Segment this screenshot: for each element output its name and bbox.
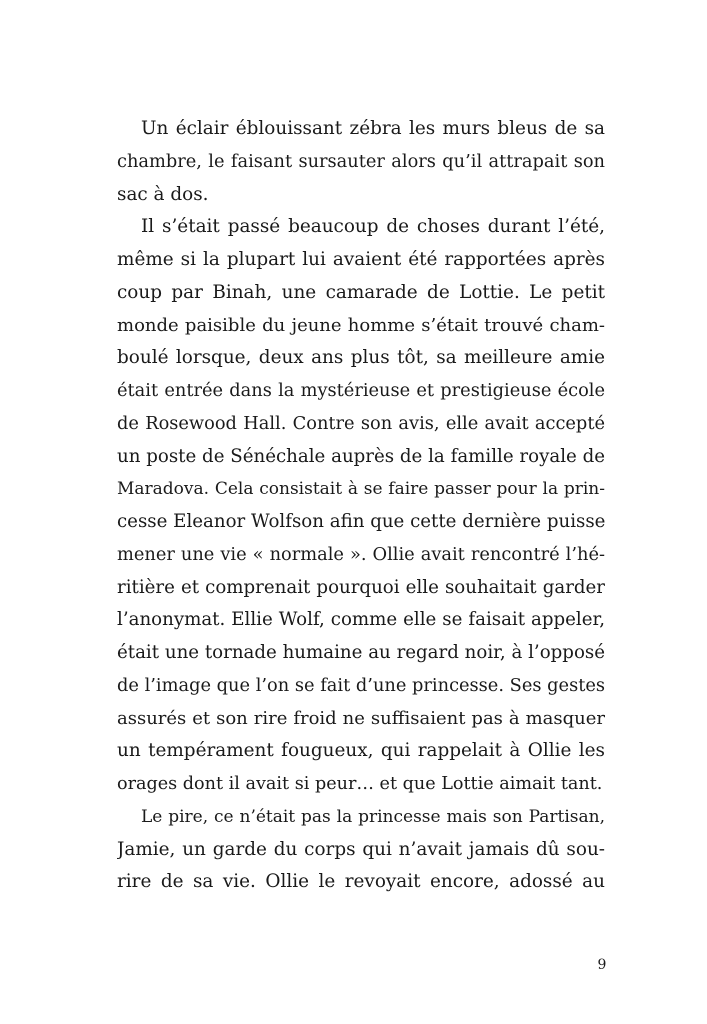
text-line: de l’image que l’on se fait d’une princesse. Ses gestes xyxy=(117,674,605,696)
text-line: sac à dos. xyxy=(117,183,209,205)
page-number: 9 xyxy=(597,957,607,973)
text-line: de Rosewood Hall. Contre son avis, elle avait accepté xyxy=(117,412,605,434)
text-line: même si la plupart lui avaient été rapportées après xyxy=(117,249,605,270)
text-line: Il s’était passé beaucoup de choses durant l’été, xyxy=(141,216,605,238)
text-line: l’anonymat. Ellie Wolf, comme elle se faisait appeler, xyxy=(117,609,605,631)
text-line: un poste de Sénéchale auprès de la famille royale de xyxy=(117,445,605,467)
body-text xyxy=(117,113,605,899)
text-line: Le pire, ce n’était pas la princesse mais son Partisan, xyxy=(141,806,605,827)
text-line: chambre, le faisant sursauter alors qu’il attrapait son xyxy=(117,150,605,172)
paragraph-3 xyxy=(117,801,605,899)
text-line: était entrée dans la mystérieuse et prestigieuse école xyxy=(117,380,605,401)
text-line: cesse Eleanor Wolfson afin que cette dernière puisse xyxy=(117,511,605,532)
text-line: boulé lorsque, deux ans plus tôt, sa meilleure amie xyxy=(117,347,605,369)
text-line: monde paisible du jeune homme s’était trouvé cham- xyxy=(117,314,605,336)
text-line: orages dont il avait si peur… et que Lottie aimait tant. xyxy=(117,774,603,794)
text-line: mener une vie « normale ». Ollie avait rencontré l’hé- xyxy=(117,543,605,565)
paragraph-2 xyxy=(117,211,605,801)
paragraph-1 xyxy=(117,113,605,211)
text-line: rire de sa vie. Ollie le revoyait encore, adossé au xyxy=(117,871,605,893)
text-line: assurés et son rire froid ne suffisaient pas à masquer xyxy=(117,707,605,729)
text-line: Jamie, un garde du corps qui n’avait jamais dû sou- xyxy=(117,838,605,860)
text-line: un tempérament fougueux, qui rappelait à Ollie les xyxy=(117,740,605,762)
text-line: coup par Binah, une camarade de Lottie. Le petit xyxy=(117,281,605,303)
text-line: Maradova. Cela consistait à se faire passer pour la prin- xyxy=(117,479,605,500)
text-line: Un éclair éblouissant zébra les murs bleus de sa xyxy=(141,118,605,139)
text-line: ritière et comprenait pourquoi elle souhaitait garder xyxy=(117,576,605,598)
text-line: était une tornade humaine au regard noir, à l’opposé xyxy=(117,642,605,663)
